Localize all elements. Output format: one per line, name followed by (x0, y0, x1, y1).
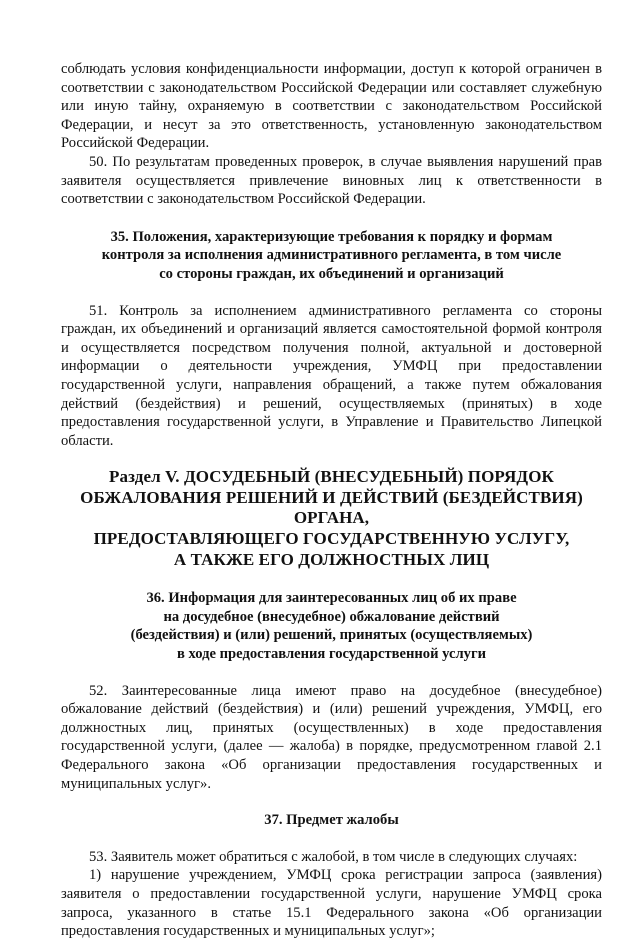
section-37-heading: 37. Предмет жалобы (264, 812, 399, 829)
section-35-heading-line: со стороны граждан, их объединений и организаций (159, 265, 504, 282)
section-36-heading (61, 589, 602, 663)
part-5-heading-line: Раздел V. ДОСУДЕБНЫЙ (ВНЕСУДЕБНЫЙ) ПОРЯДОК (109, 467, 554, 487)
paragraph-continuation: соблюдать условия конфиденциальности информации, доступ к которой ограничен в соответствии с законодательством Российской Федерации или составляет служебную или иную тайну, охраняемую в соответствии с законодательством Российской Федерации, и несут за это ответственность, установленную законодательством Российской Федерации. (61, 61, 602, 152)
part-5-heading (61, 467, 602, 570)
paragraph-53-item-1: 1) нарушение учреждением, УМФЦ срока регистрации запроса (заявления) заявителя о предоставлении государственной услуги, нарушение УМФЦ срока запроса, указанного в статье 15.1 Федерального закона «Об организации предоставления государственных и муниципальных услуг»; (61, 867, 602, 940)
section-35-heading-line: контроля за исполнения административного регламента, в том числе (101, 247, 562, 264)
paragraph-51: 51. Контроль за исполнением административного регламента со стороны граждан, их объединений и организаций является самостоятельной формой контроля и осуществляется посредством получения полной, актуальной и достоверной информации о деятельности учреждения, УМФЦ при предоставлении государственной услуги, направления обращений, а также путем обжалования действий (бездействия) и решений, осуществляемых (принятых) в ходе предоставления государственной услуги, в Управление и Правительство Липецкой области. (61, 302, 602, 449)
document-page (61, 60, 602, 941)
paragraph-53: 53. Заявитель может обратиться с жалобой, в том числе в следующих случаях: (89, 848, 578, 865)
paragraph-52: 52. Заинтересованные лица имеют право на досудебное (внесудебное) обжалование действий (бездействия) и (или) решений учреждения, УМФЦ, его должностных лиц, принятых (осуществленных) в ходе предоставления государственной услуги, (далее — жалоба) в порядке, предусмотренном главой 2.1 Федерального закона «Об организации предоставления государственных и муниципальных услуг». (61, 682, 602, 792)
section-36-heading-line: на досудебное (внесудебное) обжалование действий (163, 608, 500, 625)
part-5-heading-line: А ТАКЖЕ ЕГО ДОЛЖНОСТНЫХ ЛИЦ (173, 549, 490, 569)
paragraph-50: 50. По результатам проведенных проверок, в случае выявления нарушений прав заявителя осуществляется привлечение виновных лиц к ответственности в соответствии с законодательством Российской Федерации. (61, 153, 602, 208)
section-36-heading-line: (бездействия) и (или) решений, принятых (осуществляемых) (130, 627, 533, 644)
part-5-heading-line: ОБЖАЛОВАНИЯ РЕШЕНИЙ И ДЕЙСТВИЙ (БЕЗДЕЙСТВИЯ) ОРГАНА, (80, 487, 583, 528)
section-35-heading-line: 35. Положения, характеризующие требования к порядку и формам (110, 228, 553, 245)
part-5-heading-line: ПРЕДОСТАВЛЯЮЩЕГО ГОСУДАРСТВЕННУЮ УСЛУГУ, (93, 529, 570, 549)
section-35-heading (61, 228, 602, 284)
section-36-heading-line: 36. Информация для заинтересованных лиц об их праве (146, 590, 517, 607)
section-36-heading-line: в ходе предоставления государственной услуги (176, 646, 487, 663)
